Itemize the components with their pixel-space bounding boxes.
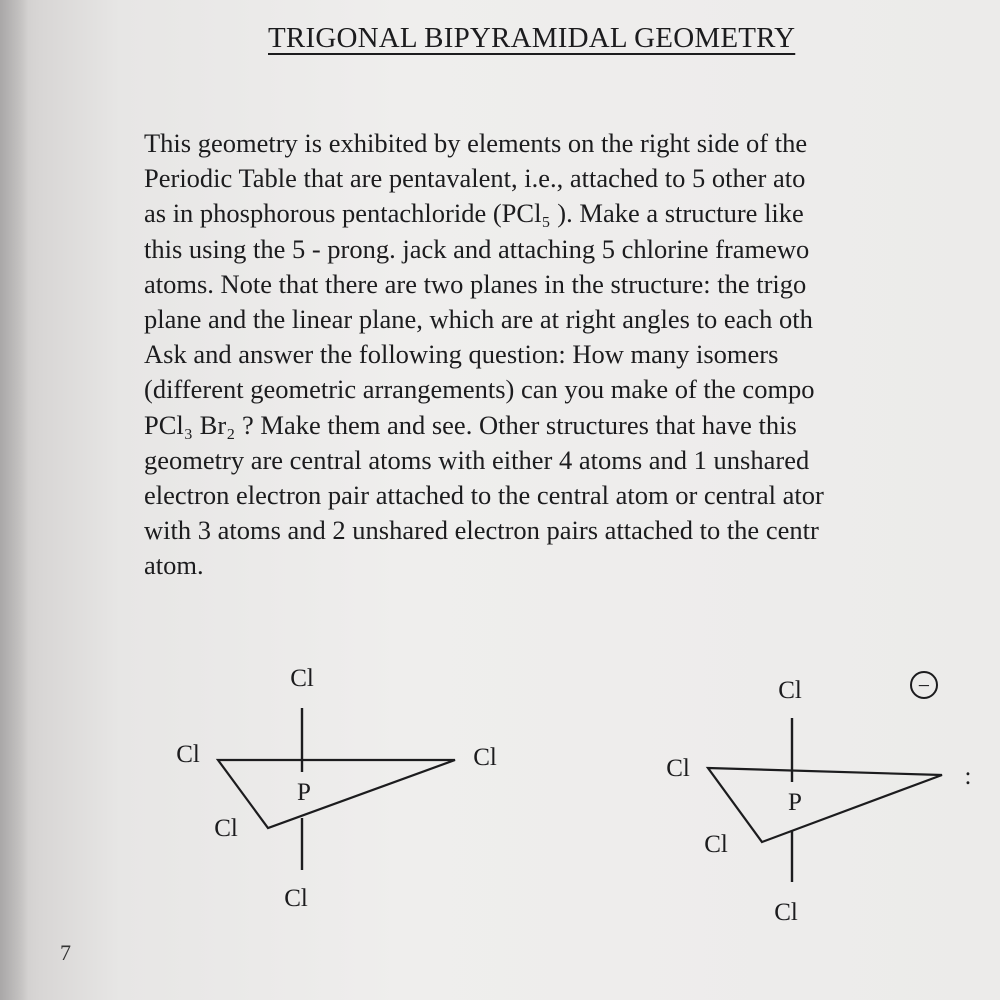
atom-label-bottom: Cl	[284, 885, 308, 912]
paragraph-line: electron electron pair attached to the central atom or central ator	[144, 479, 824, 510]
anion-structure	[666, 672, 971, 926]
atom-label-right: Cl	[473, 744, 497, 771]
central-atom-label: P	[297, 779, 311, 806]
paragraph-line: Periodic Table that are pentavalent, i.e., attached to 5 other ato	[144, 163, 806, 194]
trigonal-plane	[218, 760, 455, 828]
page-title: TRIGONAL BIPYRAMIDAL GEOMETRY	[268, 22, 796, 54]
charge-sign: −	[917, 673, 931, 698]
atom-label-left: Cl	[176, 741, 200, 768]
atom-label-front: Cl	[214, 815, 238, 842]
lone-pair: :	[964, 763, 972, 790]
atom-label-front: Cl	[704, 831, 728, 858]
pcl5-structure	[176, 665, 497, 912]
paragraph-line: Ask and answer the following question: How many isomers	[144, 339, 779, 370]
paragraph-line: atom.	[144, 550, 204, 581]
atom-label-left: Cl	[666, 755, 690, 782]
paragraph-line: This geometry is exhibited by elements on the right side of the	[144, 128, 808, 158]
page-number: 7	[60, 940, 71, 965]
paragraph-line: with 3 atoms and 2 unshared electron pairs attached to the centr	[144, 515, 819, 546]
paragraph-line: plane and the linear plane, which are at right angles to each oth	[144, 303, 813, 334]
paragraph-line: geometry are central atoms with either 4 atoms and 1 unshared	[144, 444, 810, 475]
paragraph-line: PCl₃ Br₂ ? Make them and see. Other structures that have this	[144, 409, 797, 440]
paragraph-line: atoms. Note that there are two planes in the structure: the trigo	[144, 268, 807, 299]
trigonal-plane	[708, 768, 942, 842]
atom-label-bottom: Cl	[774, 899, 798, 926]
atom-label-top: Cl	[290, 665, 314, 692]
paragraph-line: (different geometric arrangements) can you make of the compo	[144, 374, 815, 405]
paragraph-line: as in phosphorous pentachloride (PCl₅ ). Make a structure like	[144, 198, 804, 229]
atom-label-top: Cl	[778, 677, 802, 704]
paragraph-line: this using the 5 - prong. jack and attaching 5 chlorine framewo	[144, 233, 810, 264]
central-atom-label: P	[788, 789, 802, 816]
